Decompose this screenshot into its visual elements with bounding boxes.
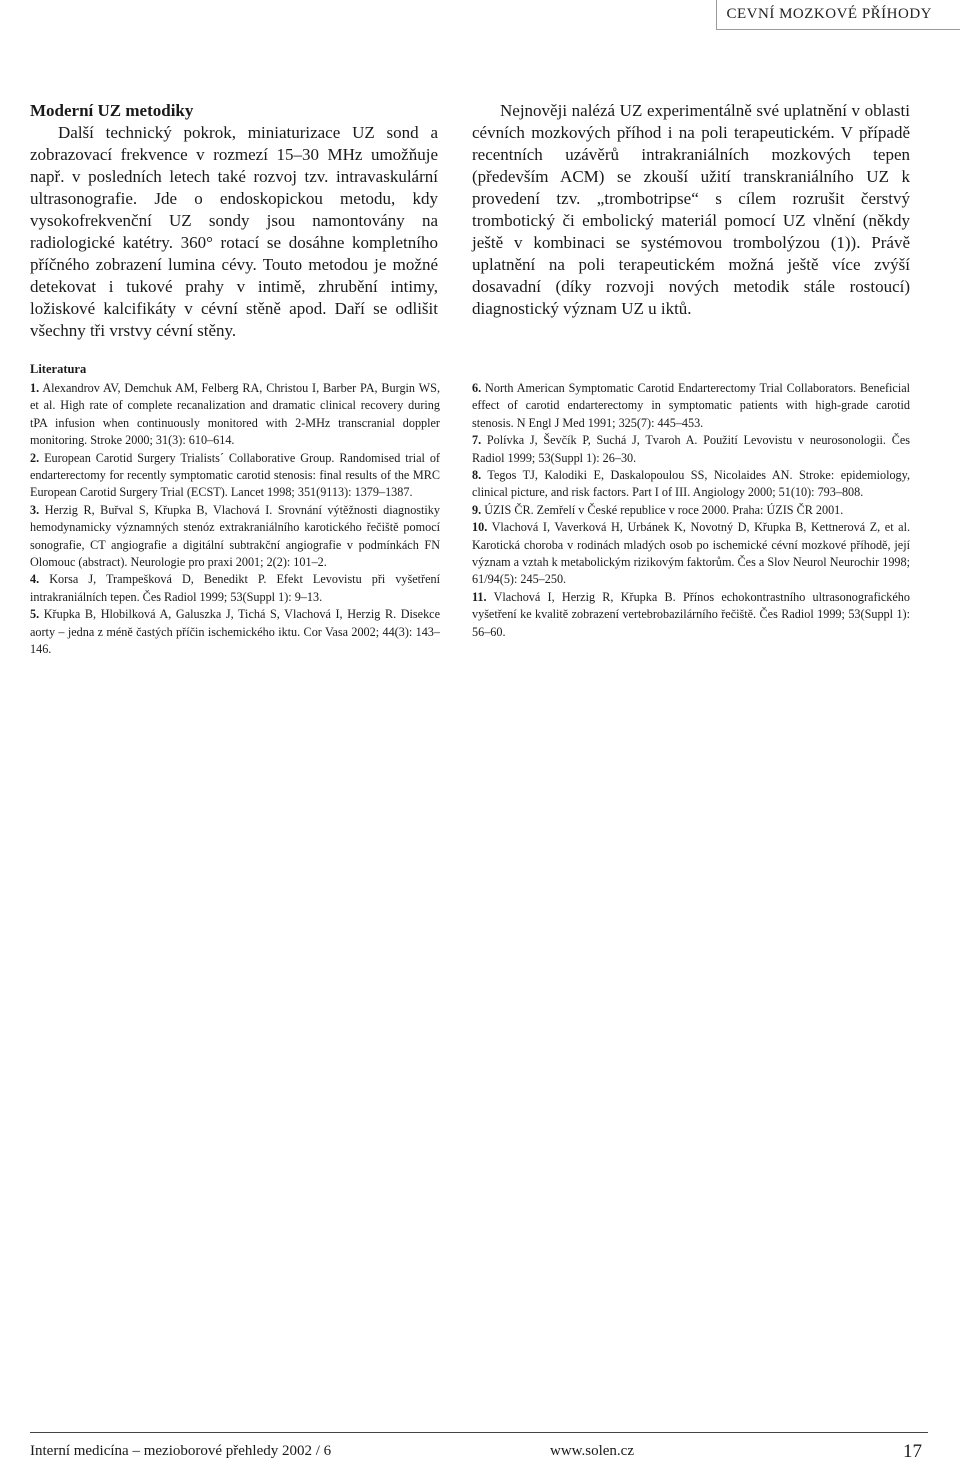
reference-item [472,589,910,641]
reference-number: 11. [472,589,487,604]
reference-text: Korsa J, Trampešková D, Benedikt P. Efekt Levovistu při vyšetření intrakraniálních tepen. Čes Radiol 1999; 53(Suppl 1): 9–13. [30,572,440,604]
reference-number: 6. [472,381,482,395]
reference-item [472,380,910,432]
footer-journal: Interní medicína – mezioborové přehledy 2002 / 6 [30,1443,332,1459]
reference-number: 7. [472,433,482,448]
references-right [472,380,910,641]
reference-number: 3. [30,502,40,517]
reference-text: Herzig R, Buřval S, Křupka B, Vlachová I. Srovnání výtěžnosti diagnostiky hemodynamicky významných stenóz extrakraniálního karotického řečiště pomocí sonografie, CT angiografie a digitální subtrakční angiografie v podmínkách FN Olomouc (abstract). Neurologie pro praxi 2001; 2(2): 101–2. [30,502,440,570]
reference-number: 9. [472,502,482,517]
reference-item [30,606,440,658]
reference-number: 2. [30,450,40,465]
reference-text: Polívka J, Ševčík P, Suchá J, Tvaroh A. Použití Levovistu v neurosonologii. Čes Radiol 1999; 53(Suppl 1): 26–30. [472,433,911,465]
reference-text: Křupka B, Hlobilková A, Galuszka J, Tichá S, Vlachová I, Herzig R. Disekce aorty – jedna z méně častých příčin ischemického iktu. Cor Vasa 2002; 44(3): 143–146. [30,607,440,657]
reference-text: Vlachová I, Herzig R, Křupka B. Přínos echokontrastního ultrasonografického vyšetření ke kvalitě zobrazení vertebrobazilárního řečiště. Čes Radiol 1999; 53(Suppl 1): 56–60. [472,589,910,639]
reference-item [30,380,440,450]
reference-item [30,502,440,572]
reference-item [472,519,910,589]
header-box [716,0,960,30]
reference-item [30,450,440,502]
article-heading: Moderní UZ metodiky [30,101,194,120]
reference-text: North American Symptomatic Carotid Endarterectomy Trial Collaborators. Beneficial effect of carotid endarterectomy in symptomatic patients with high-grade carotid stenosis. N Engl J Med 1991; 325(7): 445–453. [472,381,911,430]
reference-text: ÚZIS ČR. Zemřelí v České republice v roce 2000. Praha: ÚZIS ČR 2001. [484,502,844,517]
reference-text: Tegos TJ, Kalodiki E, Daskalopoulou SS, Nicolaides AN. Stroke: epidemiology, clinical picture, and risk factors. Part I of III. Angiology 2000; 51(10): 793–808. [472,468,910,500]
reference-text: European Carotid Surgery Trialists´ Collaborative Group. Randomised trial of endarterectomy for recently symptomatic carotid stenosis: final results of the MRC European Carotid Surgery Trial (ECST). Lancet 1998; 351(9113): 1379–1387. [30,450,440,500]
footer-url: www.solen.cz [550,1443,635,1459]
reference-number: 1. [30,381,40,395]
references-left [30,380,440,659]
article-paragraph: Další technický pokrok, miniaturizace UZ sond a zobrazovací frekvence v rozmezí 15–30 MHz umožňuje např. v posledních letech také rozvoj tzv. intravaskulární ultrasonografie. Jde o endoskopickou metodu, kdy vysokofrekvenční UZ sondy jsou namontovány na radiologické katétry. 360° rotací se dosáhne kompletního příčného zobrazení lumina cévy. Touto metodou je možné detekovat i tukové prahy v intimě, zhrubění intimy, ložiskové kalcifikáty v cévní stěně apod. Daří se odlišit všechny tři vrstvy cévní stěny. [30,123,438,340]
article-paragraph: Nejnověji nalézá UZ experimentálně své uplatnění v oblasti cévních mozkových příhod i na poli terapeutickém. V případě recentních uzávěrů intrakraniálních mozkových tepen (především ACM) se zkouší užití transkraniálního UZ k provedení tzv. „trombotripse“ s cílem rozrušit čerstvý trombotický či embolický materiál pomocí UZ vlnění (někdy ještě v kombinaci se systémovou trombolýzou (1)). Právě uplatnění na poli terapeutickém možná ještě více zvýší dosavadní (díky rozvoji nových metodik stále rostoucí) diagnostický význam UZ u iktů. [472,101,910,318]
reference-number: 8. [472,468,482,483]
reference-text: Alexandrov AV, Demchuk AM, Felberg RA, Christou I, Barber PA, Burgin WS, et al. High rate of complete recanalization and dramatic clinical recovery during tPA infusion when continuously monitored with 2-MHz transcranial doppler monitoring. Stroke 2000; 31(3): 610–614. [30,381,440,448]
reference-text: Vlachová I, Vaverková H, Urbánek K, Novotný D, Křupka B, Kettnerová Z, et al. Karotická choroba v rodinách mladých osob po ischemické cévní mozkové příhodě, její význam a vztah k metabolickým rizikovým faktorům. Čes a Slov Neurol Neurochir 1998; 61/94(5): 245–250. [472,520,911,587]
reference-item [472,432,910,467]
footer-divider [30,1432,928,1433]
page-number: 17 [903,1441,922,1462]
reference-item [472,467,910,502]
article-left-column [30,100,438,342]
reference-number: 10. [472,520,488,535]
reference-item [472,502,910,519]
reference-number: 5. [30,607,40,622]
reference-item [30,571,440,606]
article-right-column [472,100,910,320]
section-title-header: CEVNÍ MOZKOVÉ PŘÍHODY [726,6,932,22]
reference-number: 4. [30,572,40,587]
literature-heading: Literatura [30,362,87,376]
